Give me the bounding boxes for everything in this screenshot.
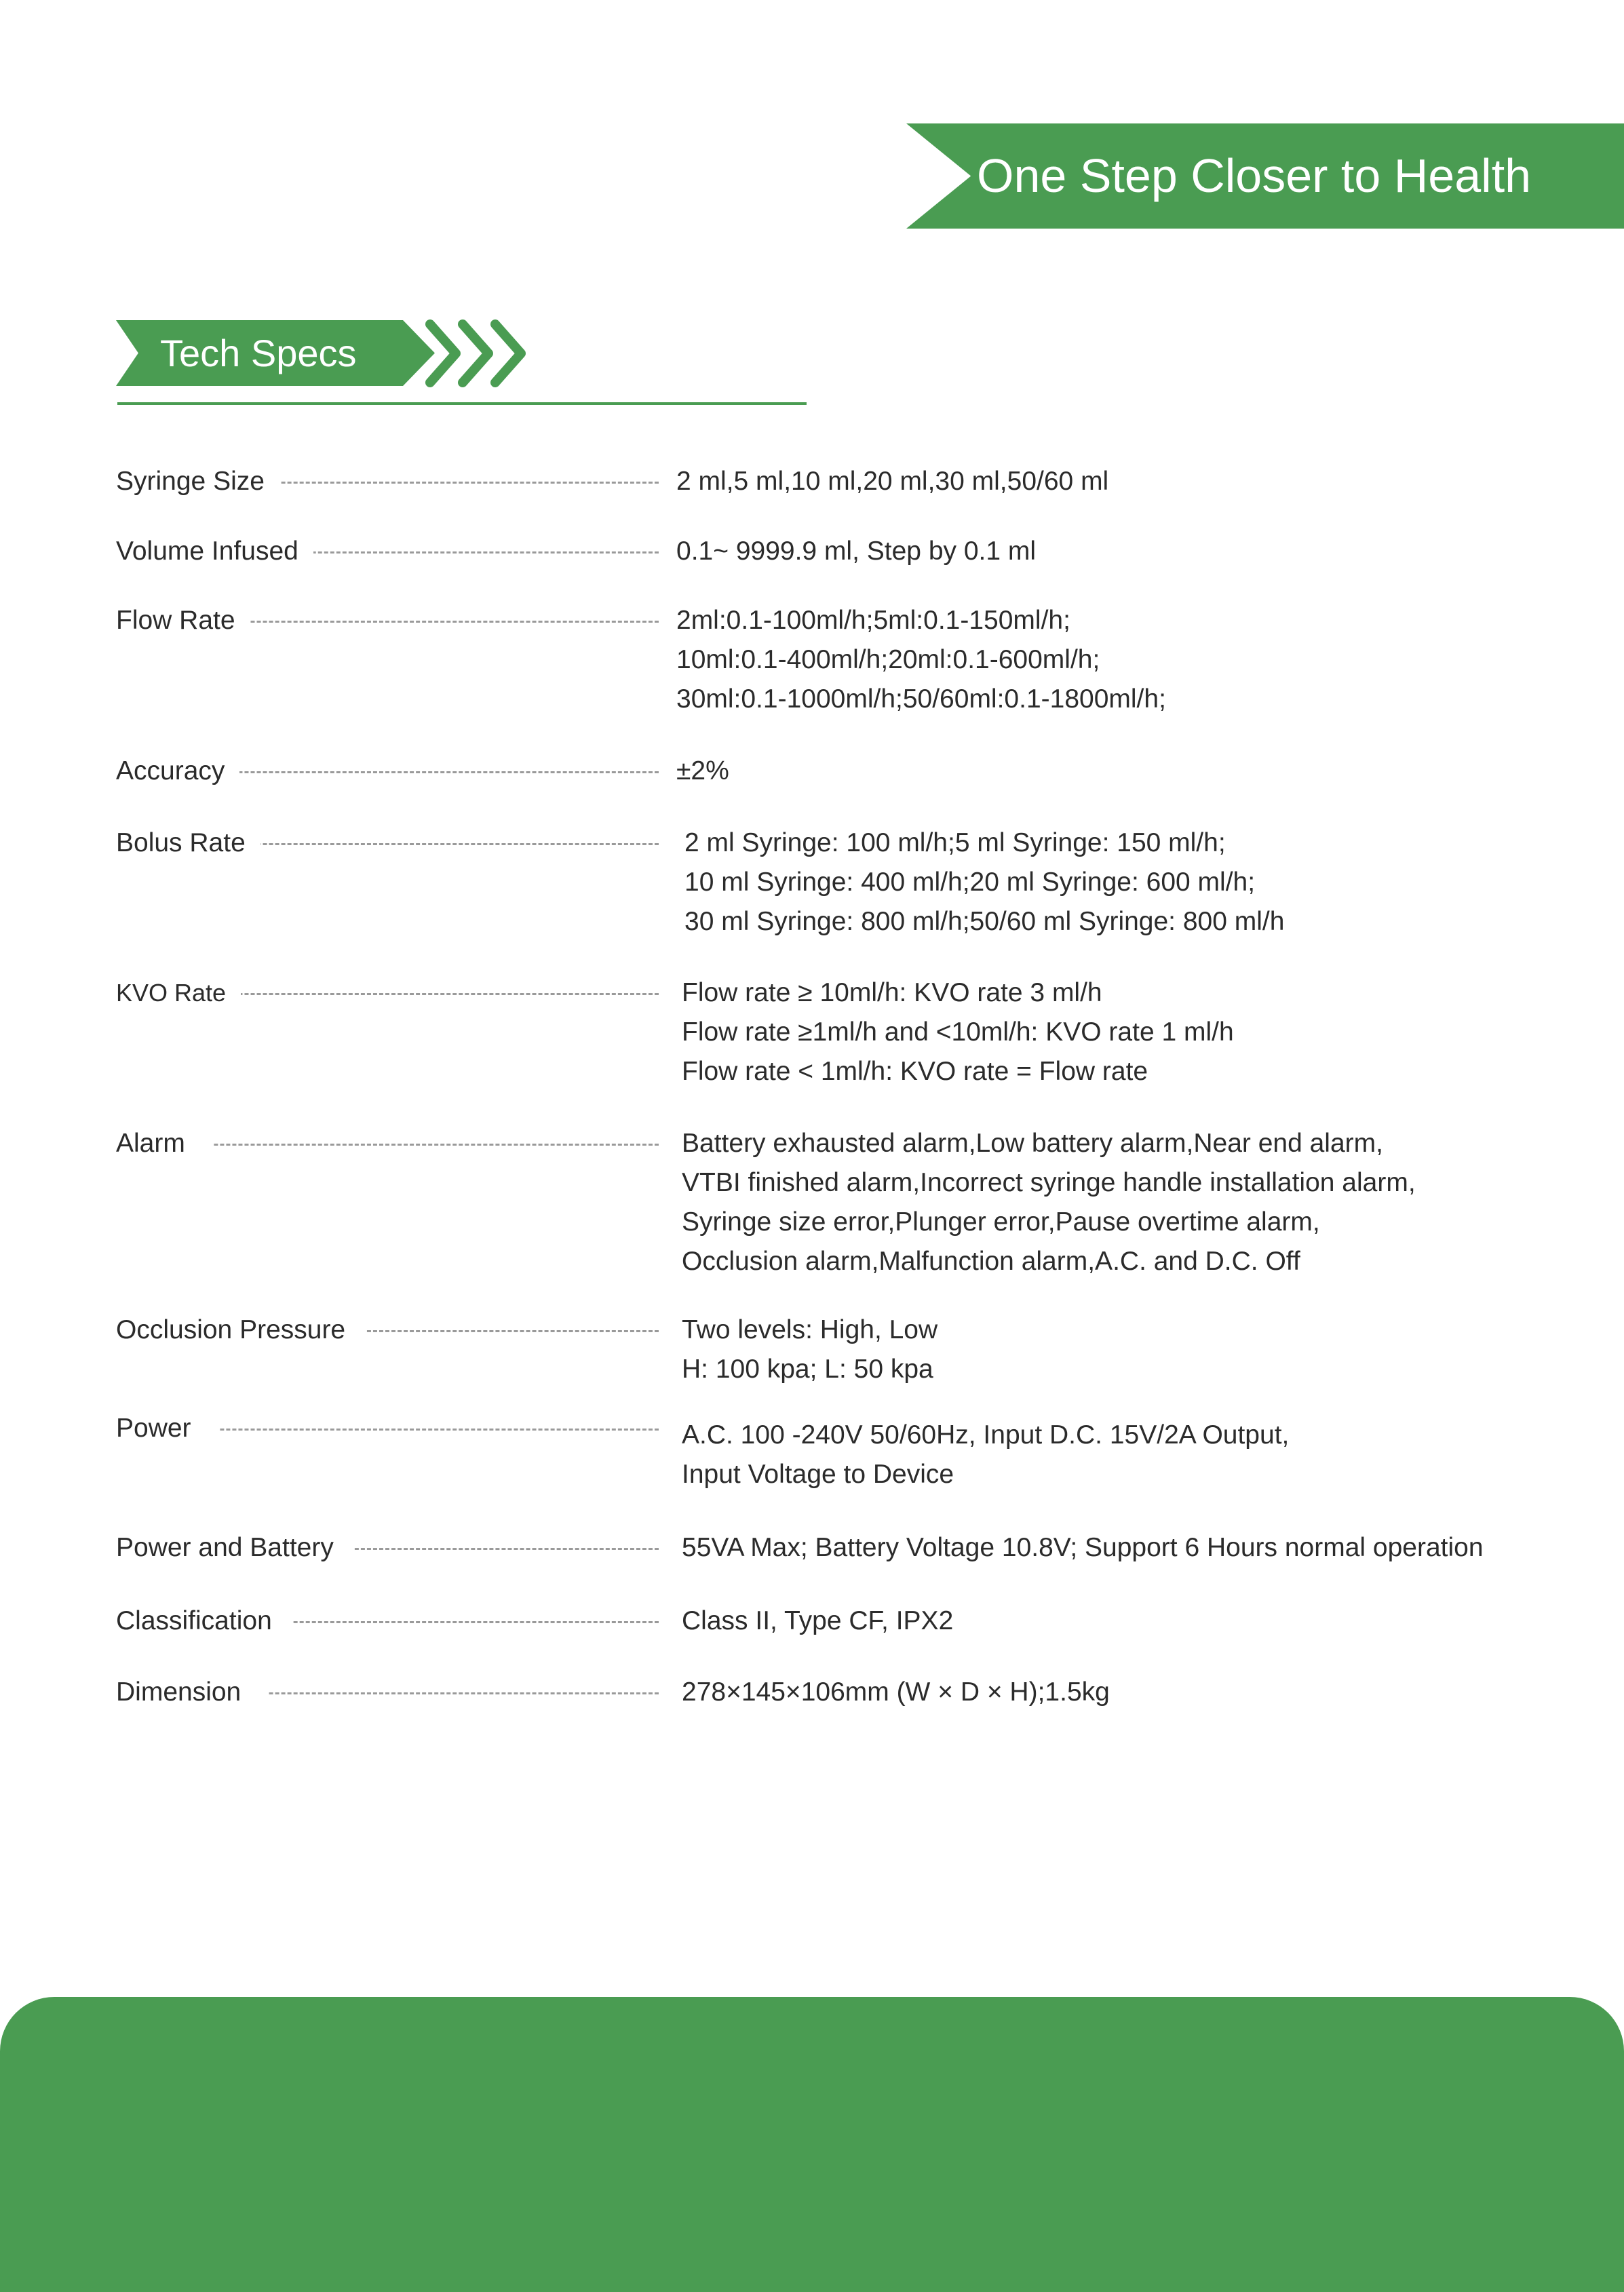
spec-value <box>676 532 1036 571</box>
spec-value-line: H: 100 kpa; L: 50 kpa <box>682 1355 933 1384</box>
spec-value-line: 0.1~ 9999.9 ml, Step by 0.1 ml <box>676 537 1037 566</box>
spec-value <box>682 973 1234 1091</box>
spec-value-line: 10ml:0.1-400ml/h;20ml:0.1-600ml/h; <box>676 645 1100 674</box>
spec-label: KVO Rate <box>116 973 241 1013</box>
spec-value <box>682 1528 1484 1568</box>
spec-value-line: Syringe size error,Plunger error,Pause overtime alarm, <box>682 1207 1320 1237</box>
spec-value-line: 30ml:0.1-1000ml/h;50/60ml:0.1-1800ml/h; <box>676 684 1166 714</box>
spec-value-line: A.C. 100 -240V 50/60Hz, Input D.C. 15V/2A Output, <box>682 1420 1290 1450</box>
spec-value <box>682 1601 953 1641</box>
spec-label: Power <box>116 1409 220 1448</box>
spec-value-line: 2 ml Syringe: 100 ml/h;5 ml Syringe: 150 ml/h; <box>684 828 1226 857</box>
header-banner-text: One Step Closer to Health <box>977 149 1532 202</box>
spec-value-line: Flow rate < 1ml/h: KVO rate = Flow rate <box>682 1057 1148 1086</box>
spec-label: Occlusion Pressure <box>116 1310 366 1350</box>
chevrons-icon <box>421 317 529 389</box>
spec-value <box>676 601 1166 719</box>
spec-label: Volume Infused <box>116 532 313 571</box>
spec-label: Classification <box>116 1601 292 1641</box>
spec-label: Alarm <box>116 1124 214 1163</box>
spec-value-line: 2ml:0.1-100ml/h;5ml:0.1-150ml/h; <box>676 606 1070 635</box>
footer-band <box>0 1997 1624 2292</box>
spec-value-line: Occlusion alarm,Malfunction alarm,A.C. and D.C. Off <box>682 1247 1300 1276</box>
spec-value-line: VTBI finished alarm,Incorrect syringe handle installation alarm, <box>682 1168 1416 1197</box>
spec-label: Flow Rate <box>116 601 250 640</box>
spec-value-line: Two levels: High, Low <box>682 1315 938 1344</box>
spec-value <box>682 1310 937 1389</box>
section-title: Tech Specs <box>160 332 357 374</box>
section-divider <box>117 402 807 405</box>
spec-value-line: 2 ml,5 ml,10 ml,20 ml,30 ml,50/60 ml <box>676 467 1109 496</box>
spec-label: Dimension <box>116 1673 268 1712</box>
spec-label: Syringe Size <box>116 462 279 501</box>
spec-value-line: 30 ml Syringe: 800 ml/h;50/60 ml Syringe: 800 ml/h <box>684 907 1285 936</box>
spec-value-line: ±2% <box>676 756 729 785</box>
spec-value-line: Flow rate ≥ 10ml/h: KVO rate 3 ml/h <box>682 978 1102 1007</box>
spec-value <box>676 462 1108 501</box>
spec-value-line: Class II, Type CF, IPX2 <box>682 1606 954 1635</box>
spec-value-line: Input Voltage to Device <box>682 1460 954 1489</box>
spec-value <box>682 1416 1289 1494</box>
spec-value-line: 10 ml Syringe: 400 ml/h;20 ml Syringe: 600 ml/h; <box>684 868 1256 897</box>
spec-label: Power and Battery <box>116 1528 354 1568</box>
spec-value <box>676 752 729 791</box>
spec-value-line: 55VA Max; Battery Voltage 10.8V; Support 6 Hours normal operation <box>682 1533 1484 1562</box>
spec-value <box>682 1673 1110 1712</box>
spec-label: Accuracy <box>116 752 239 791</box>
spec-value <box>682 1124 1416 1281</box>
spec-value <box>684 823 1284 941</box>
spec-label: Bolus Rate <box>116 823 260 863</box>
spec-value-line: 278×145×106mm (W × D × H);1.5kg <box>682 1677 1110 1707</box>
spec-value-line: Battery exhausted alarm,Low battery alarm,Near end alarm, <box>682 1129 1383 1158</box>
spec-value-line: Flow rate ≥1ml/h and <10ml/h: KVO rate 1 ml/h <box>682 1017 1234 1047</box>
